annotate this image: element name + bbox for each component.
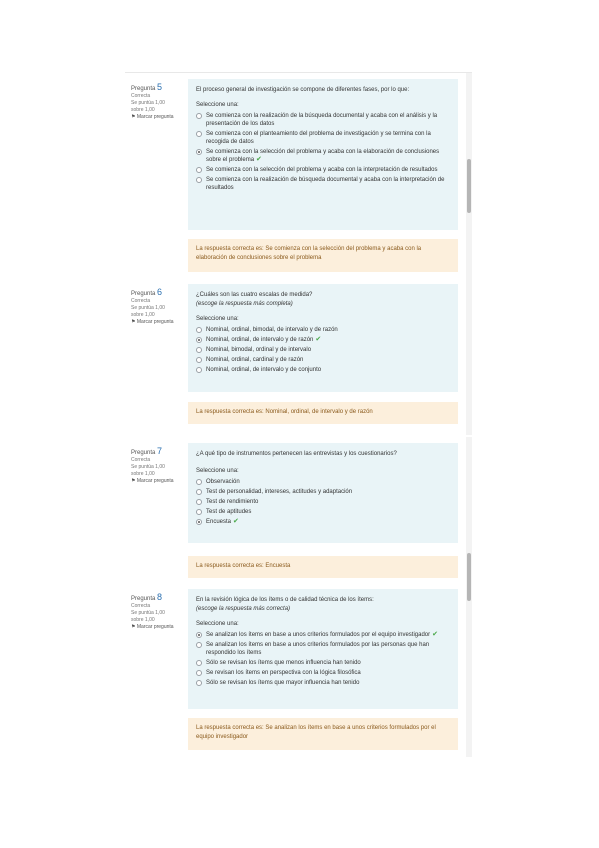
option-text: Sólo se revisan los ítems que menos influencia han tenido	[206, 660, 361, 666]
feedback-box	[188, 556, 458, 578]
radio-button[interactable]	[196, 347, 202, 353]
answer-option[interactable]	[196, 346, 450, 354]
question-prompt: El proceso general de investigación se compone de diferentes fases, por lo que:	[196, 87, 410, 93]
radio-button[interactable]	[196, 167, 202, 173]
question-5	[125, 79, 464, 289]
flag-question-button[interactable]	[131, 114, 183, 121]
radio-button[interactable]	[196, 367, 202, 373]
answer-option[interactable]	[196, 641, 450, 657]
feedback-text: La respuesta correcta es: Se analizan los ítems en base a unos criterios formulados por el equipo investigador	[196, 725, 436, 740]
answer-option[interactable]	[196, 478, 450, 486]
option-text: Se comienza con la selección del problema y acaba con la elaboración de conclusiones sobre el problema	[206, 149, 440, 163]
feedback-text: La respuesta correcta es: Se comienza con la selección del problema y acaba con la elaboración de conclusiones sobre el problema	[196, 246, 422, 261]
flag-label: Marcar pregunta	[136, 478, 174, 484]
radio-button[interactable]	[196, 632, 202, 638]
quiz-screenshot-top	[125, 72, 472, 435]
question-label: Pregunta	[131, 450, 156, 456]
radio-button[interactable]	[196, 670, 202, 676]
quiz-screenshot-bottom	[125, 437, 472, 757]
flag-icon: ⚑	[131, 319, 136, 325]
option-text: Se analizan los ítems en base a unos criterios formulados por las personas que han respondido los ítems	[206, 642, 430, 656]
correct-check-icon: ✔	[256, 156, 262, 163]
answer-option[interactable]	[196, 336, 450, 344]
question-status: Correcta	[131, 298, 151, 304]
radio-button[interactable]	[196, 642, 202, 648]
answer-option[interactable]	[196, 112, 450, 128]
answer-option[interactable]	[196, 366, 450, 374]
question-text-box	[188, 79, 458, 230]
flag-icon: ⚑	[131, 114, 136, 120]
radio-button[interactable]	[196, 337, 202, 343]
option-text: Test de rendimiento	[206, 499, 259, 505]
question-status: Correcta	[131, 93, 151, 99]
option-text: Nominal, ordinal, bimodal, de intervalo y de razón	[206, 327, 338, 333]
answer-option[interactable]	[196, 679, 450, 687]
question-score-max: sobre 1,00	[131, 107, 155, 113]
radio-button[interactable]	[196, 489, 202, 495]
answer-label: Seleccione una:	[196, 102, 239, 108]
option-text: Se revisan los ítems en perspectiva con la lógica filosófica	[206, 670, 361, 676]
option-text: Se analizan los ítems en base a unos criterios formulados por el equipo investigador	[206, 632, 431, 638]
answer-option[interactable]	[196, 148, 450, 164]
flag-label: Marcar pregunta	[136, 319, 174, 325]
radio-button[interactable]	[196, 479, 202, 485]
question-status: Correcta	[131, 457, 151, 463]
feedback-text: La respuesta correcta es: Encuesta	[196, 563, 291, 569]
flag-question-button[interactable]	[131, 478, 183, 485]
option-text: Nominal, ordinal, de intervalo y de conjunto	[206, 367, 322, 373]
answer-option[interactable]	[196, 166, 450, 174]
option-text: Se comienza con la realización de la búsqueda documental y acaba con el análisis y la presentación de los datos	[206, 113, 438, 127]
scrollbar-thumb[interactable]	[467, 553, 471, 601]
question-score: Se puntúa 1,00	[131, 100, 165, 106]
question-number: 8	[157, 592, 163, 602]
radio-button[interactable]	[196, 509, 202, 515]
option-text: Nominal, bimodal, ordinal y de intervalo	[206, 347, 312, 353]
radio-button[interactable]	[196, 177, 202, 183]
option-text: Sólo se revisan los ítems que mayor influencia han tenido	[206, 680, 360, 686]
option-text: Se comienza con el planteamiento del problema de investigación y se termina con la recogida de datos	[206, 131, 431, 145]
radio-button[interactable]	[196, 660, 202, 666]
question-label: Pregunta	[131, 86, 156, 92]
answer-option[interactable]	[196, 326, 450, 334]
question-score-max: sobre 1,00	[131, 471, 155, 477]
question-text-box	[188, 443, 458, 543]
answer-label: Seleccione una:	[196, 468, 239, 474]
question-hint: (escoge la respuesta más correcta)	[196, 606, 291, 612]
question-score-max: sobre 1,00	[131, 617, 155, 623]
scrollbar-thumb[interactable]	[467, 159, 471, 213]
question-hint: (escoge la respuesta más completa)	[196, 301, 293, 307]
question-text-box	[188, 284, 458, 392]
option-text: Se comienza con la selección del problema y acaba con la interpretación de resultados	[206, 167, 438, 173]
radio-button[interactable]	[196, 680, 202, 686]
answer-option[interactable]	[196, 508, 450, 516]
answer-option[interactable]	[196, 356, 450, 364]
question-label: Pregunta	[131, 596, 156, 602]
question-score: Se puntúa 1,00	[131, 305, 165, 311]
question-number: 5	[157, 82, 163, 92]
flag-icon: ⚑	[131, 624, 136, 630]
answer-option[interactable]	[196, 498, 450, 506]
question-info	[131, 83, 183, 121]
correct-check-icon: ✔	[315, 336, 322, 343]
scrollbar[interactable]	[466, 73, 472, 435]
question-status: Correcta	[131, 603, 151, 609]
question-prompt: ¿Cuáles son las cuatro escalas de medida?	[196, 292, 313, 298]
option-text: Encuesta	[206, 519, 232, 525]
answer-option[interactable]	[196, 631, 450, 639]
radio-button[interactable]	[196, 499, 202, 505]
answer-option[interactable]	[196, 176, 450, 192]
option-text: Observación	[206, 479, 240, 485]
option-text: Se comienza con la realización de búsqueda documental y acaba con la interpretación de resultados	[206, 177, 445, 191]
question-number: 7	[157, 446, 163, 456]
correct-check-icon: ✔	[432, 631, 439, 638]
question-info	[131, 288, 183, 326]
option-text: Test de aptitudes	[206, 509, 252, 515]
question-label: Pregunta	[131, 291, 156, 297]
feedback-text: La respuesta correcta es: Nominal, ordinal, de intervalo y de razón	[196, 409, 373, 415]
feedback-box	[188, 402, 458, 424]
question-info	[131, 447, 183, 485]
flag-question-button[interactable]	[131, 319, 183, 326]
question-8	[125, 589, 464, 757]
question-prompt: ¿A qué tipo de instrumentos pertenecen las entrevistas y los cuestionarios?	[196, 451, 397, 457]
correct-check-icon: ✔	[233, 518, 239, 525]
radio-button[interactable]	[196, 327, 202, 333]
question-prompt: En la revisión lógica de los ítems o de calidad técnica de los ítems:	[196, 597, 374, 603]
option-text: Nominal, ordinal, cardinal y de razón	[206, 357, 304, 363]
answer-option[interactable]	[196, 659, 450, 667]
option-text: Test de personalidad, intereses, actitudes y adaptación	[206, 489, 353, 495]
question-7	[125, 443, 464, 581]
question-score: Se puntúa 1,00	[131, 464, 165, 470]
answer-option[interactable]	[196, 488, 450, 496]
flag-label: Marcar pregunta	[136, 624, 174, 630]
answer-label: Seleccione una:	[196, 621, 239, 627]
answer-option[interactable]	[196, 669, 450, 677]
option-text: Nominal, ordinal, de intervalo y de razón	[206, 337, 314, 343]
radio-button[interactable]	[196, 149, 202, 155]
question-score-max: sobre 1,00	[131, 312, 155, 318]
question-6	[125, 284, 464, 435]
radio-button[interactable]	[196, 357, 202, 363]
answer-option[interactable]	[196, 130, 450, 146]
radio-button[interactable]	[196, 519, 202, 525]
flag-icon: ⚑	[131, 478, 136, 484]
flag-question-button[interactable]	[131, 624, 183, 631]
radio-button[interactable]	[196, 131, 202, 137]
feedback-box	[188, 239, 458, 272]
flag-label: Marcar pregunta	[136, 114, 174, 120]
radio-button[interactable]	[196, 113, 202, 119]
answer-option[interactable]	[196, 518, 450, 526]
feedback-box	[188, 718, 458, 750]
question-number: 6	[157, 287, 163, 297]
question-text-box	[188, 589, 458, 709]
question-score: Se puntúa 1,00	[131, 610, 165, 616]
question-info	[131, 593, 183, 631]
answer-label: Seleccione una:	[196, 316, 239, 322]
scrollbar[interactable]	[466, 437, 472, 757]
